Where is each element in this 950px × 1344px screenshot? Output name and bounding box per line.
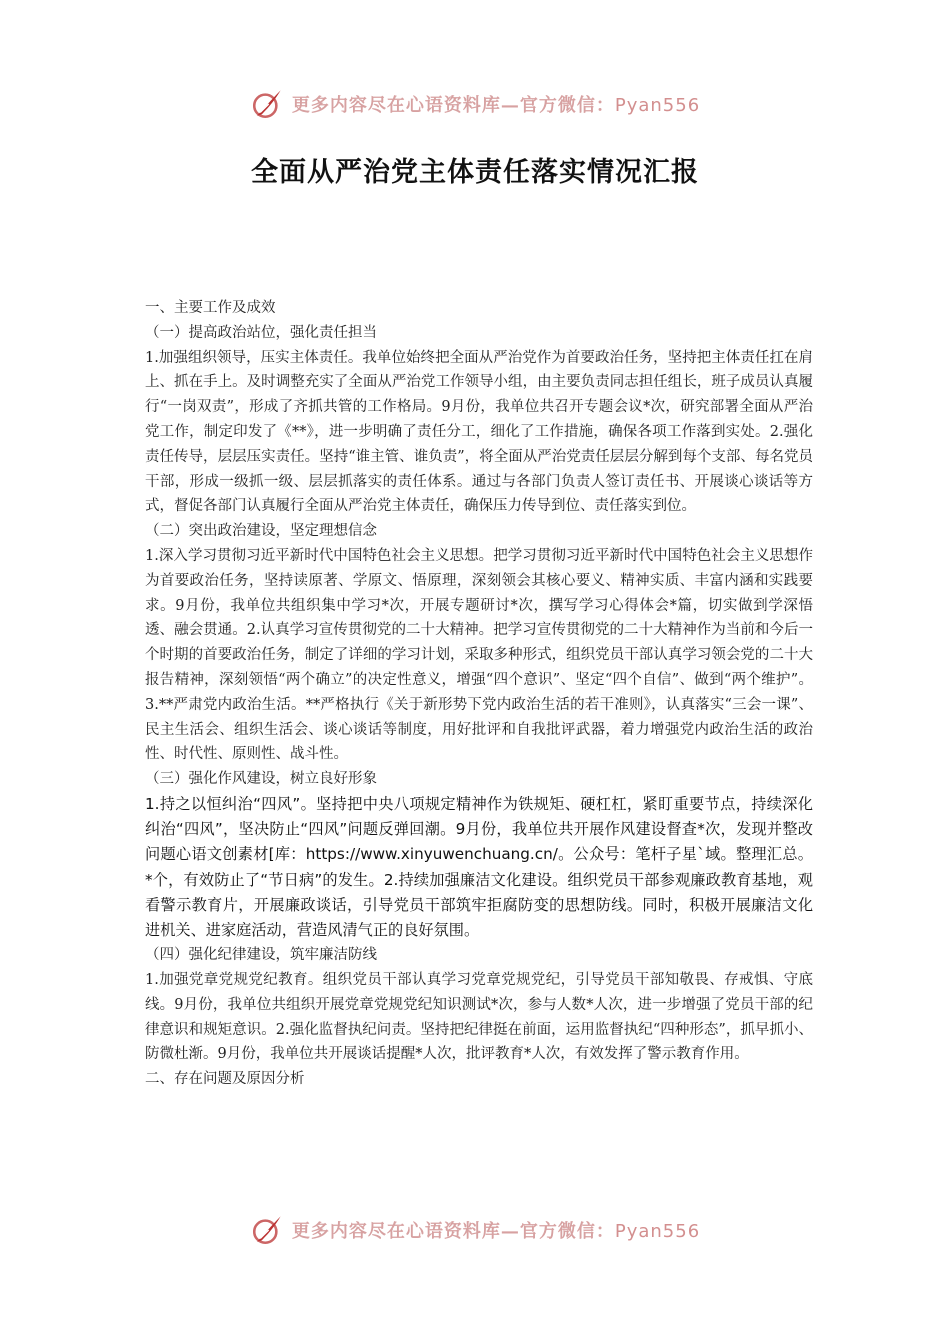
header-watermark-banner [0, 84, 950, 124]
subsection-heading-3: （三）强化作风建设，树立良好形象 [145, 771, 377, 788]
body-paragraph-4: 1.加强党章党规党纪教育。组织党员干部认真学习党章党规党纪，引导党员干部知敬畏、存戒惧、守底线。9月份，我单位共组织开展党章党规党纪知识测试*次，参与人数*人次，进一步增强了党员干部的纪律意识和规矩意识。2.强化监督执纪问责。坚持把纪律挺在前面，运用监督执纪“四种形态”，抓早抓小、防微杜渐。9月份，我单位共开展谈话提醒*人次，批评教育*人次，有效发挥了警示教育作用。 [145, 971, 813, 1063]
section-heading-2: 二、存在问题及原因分析 [145, 1071, 305, 1088]
section-heading-1: 一、主要工作及成效 [145, 300, 276, 316]
body-paragraph-2: 1.深入学习贯彻习近平新时代中国特色社会主义思想。把学习贯彻习近平新时代中国特色社会主义思想作为首要政治任务，坚持读原著、学原文、悟原理，深刻领会其核心要义、精神实质、丰富内涵和实践要求。9月份，我单位共组织集中学习*次，开展专题研讨*次，撰写学习心得体会*篇，切实做到学深悟透、融会贯通。2.认真学习宣传贯彻党的二十大精神。把学习宣传贯彻党的二十大精神作为当前和今后一个时期的首要政治任务，制定了详细的学习计划，采取多种形式，组织党员干部认真学习领会党的二十大报告精神，深刻领悟“两个确立”的决定性意义，增强“四个意识”、坚定“四个自信”、做到“两个维护”。3.**严肃党内政治生活。**严格执行《关于新形势下党内政治生活的若干准则》，认真落实“三会一课”、民主生活会、组织生活会、谈心谈话等制度，用好批评和自我批评武器，着力增强党内政治生活的政治性、时代性、原则性、战斗性。 [145, 547, 814, 763]
watermark-text: 更多内容尽在心语资料库—官方微信：Pyan556 [291, 1221, 701, 1242]
watermark-handle: Pyan556 [614, 95, 701, 116]
subsection-heading-4: （四）强化纪律建设，筑牢廉洁防线 [145, 947, 377, 964]
subsection-heading-2: （二）突出政治建设，坚定理想信念 [145, 523, 377, 540]
watermark-handle: Pyan556 [614, 1221, 701, 1242]
subsection-heading-1: （一）提高政治站位，强化责任担当 [145, 324, 377, 341]
quill-pen-logo-icon [250, 87, 284, 121]
watermark-text: 更多内容尽在心语资料库—官方微信：Pyan556 [291, 95, 701, 116]
quill-pen-logo-icon [250, 1213, 284, 1247]
body-paragraph-1: 1.加强组织领导，压实主体责任。我单位始终把全面从严治党作为首要政治任务，坚持把主体责任扛在肩上、抓在手上。及时调整充实了全面从严治党工作领导小组，由主要负责同志担任组长，班子成员认真履行“一岗双责”，形成了齐抓共管的工作格局。9月份，我单位共召开专题会议*次，研究部署全面从严治党工作，制定印发了《**》，进一步明确了责任分工，细化了工作措施，确保各项工作落到实处。2.强化责任传导，层层压实责任。坚持“谁主管、谁负责”，将全面从严治党责任层层分解到每个支部、每名党员干部，形成一级抓一级、层层抓落实的责任体系。通过与各部门负责人签订责任书、开展谈心谈话等方式，督促各部门认真履行全面从严治党主体责任，确保压力传导到位、责任落实到位。 [145, 349, 813, 515]
document-title: 全面从严治党主体责任落实情况汇报 [251, 157, 699, 188]
body-paragraph-3: 1.持之以恒纠治“四风”。坚持把中央八项规定精神作为铁规矩、硬杠杠，紧盯重要节点，持续深化纠治“四风”，坚决防止“四风”问题反弹回潮。9月份，我单位共开展作风建设督查*次，发现并整改问题心语文创素材[库：https://www.xinyuwenchuang.cn/。公众号：笔杆子星`域。整理汇总。*个，有效防止了“节日病”的发生。2.持续加强廉洁文化建设。组织党员干部参观廉政教育基地，观看警示教育片，开展廉政谈话，引导党员干部筑牢拒腐防变的思想防线。同时，积极开展廉洁文化进机关、进家庭活动，营造风清气正的良好氛围。 [145, 794, 813, 939]
footer-watermark-banner [0, 1210, 950, 1250]
document-body [145, 296, 813, 1092]
